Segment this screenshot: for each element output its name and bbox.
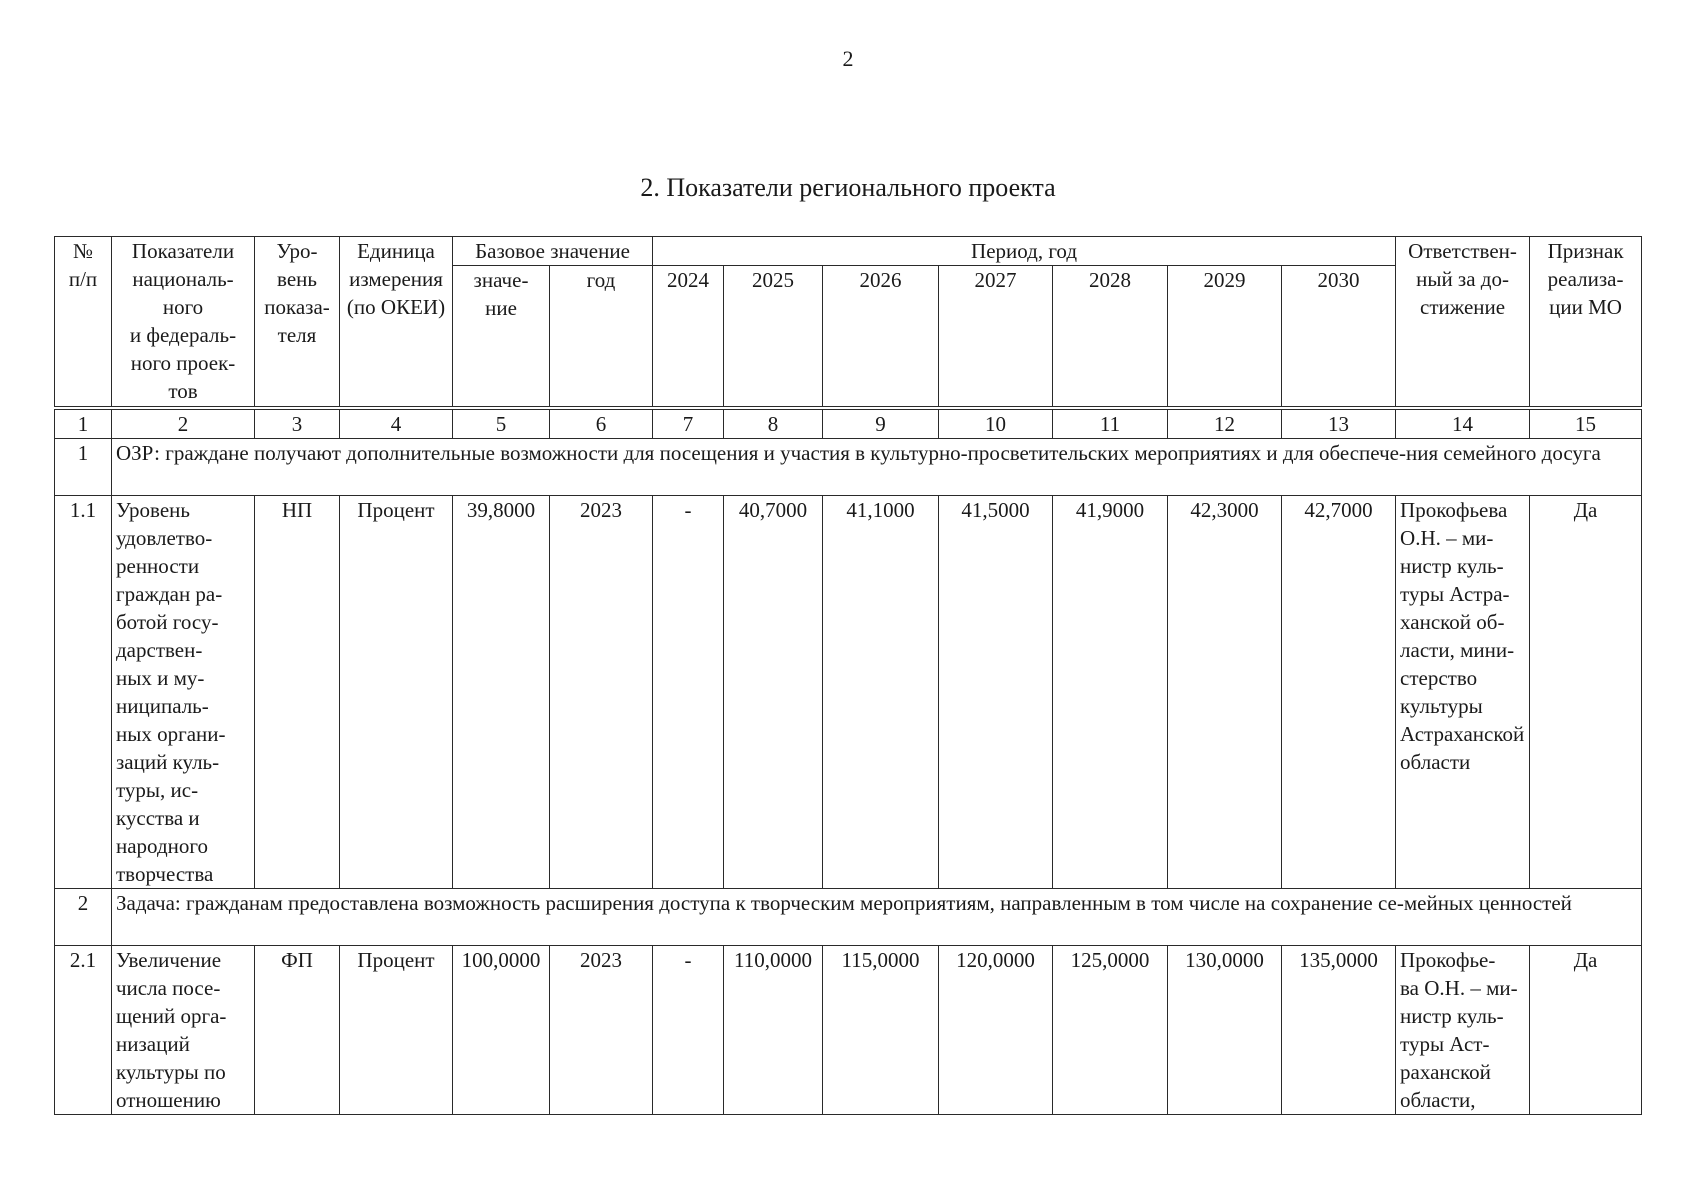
column-number: 3: [255, 408, 340, 439]
column-number: 11: [1053, 408, 1168, 439]
period-value: 110,0000: [724, 946, 823, 1115]
responsible-person: Прокофье- ва О.Н. – ми- нистр куль- туры Аст- раханской области,: [1396, 946, 1530, 1115]
responsible-person: Прокофьева О.Н. – ми- нистр куль- туры Астра- ханской об- ласти, мини- стерство культуры Астраханской области: [1396, 496, 1530, 889]
column-number: 5: [453, 408, 550, 439]
period-value: 120,0000: [939, 946, 1053, 1115]
period-value: 42,7000: [1282, 496, 1396, 889]
indicator-unit: Процент: [340, 946, 453, 1115]
base-value: 39,8000: [453, 496, 550, 889]
header-mo-sign: Признак реализа- ции МО: [1530, 237, 1642, 409]
column-number: 13: [1282, 408, 1396, 439]
column-number: 8: [724, 408, 823, 439]
period-value: 41,5000: [939, 496, 1053, 889]
period-value: 135,0000: [1282, 946, 1396, 1115]
column-number: 14: [1396, 408, 1530, 439]
table-header-row: [55, 237, 1642, 266]
mo-sign-value: Да: [1530, 946, 1642, 1115]
column-number: 2: [112, 408, 255, 439]
column-number: 4: [340, 408, 453, 439]
column-number: 12: [1168, 408, 1282, 439]
period-value: -: [653, 946, 724, 1115]
section-row: [55, 889, 1642, 946]
base-year: 2023: [550, 496, 653, 889]
column-number: 10: [939, 408, 1053, 439]
column-number: 1: [55, 408, 112, 439]
header-year: 2024: [653, 266, 724, 409]
period-value: 41,1000: [823, 496, 939, 889]
header-unit: Единица измерения (по ОКЕИ): [340, 237, 453, 409]
period-value: 42,3000: [1168, 496, 1282, 889]
indicator-level: ФП: [255, 946, 340, 1115]
header-level: Уро- вень показа- теля: [255, 237, 340, 409]
period-value: -: [653, 496, 724, 889]
section-text: Задача: гражданам предоставлена возможность расширения доступа к творческим мероприятиям, направленным в том числе на сохранение се-мейных ценностей: [112, 889, 1642, 946]
period-value: 130,0000: [1168, 946, 1282, 1115]
section-row: [55, 439, 1642, 496]
header-responsible: Ответствен- ный за до- стижение: [1396, 237, 1530, 409]
header-year: 2029: [1168, 266, 1282, 409]
column-number: 6: [550, 408, 653, 439]
indicator-name: Увеличение числа посе- щений орга- низаций культуры по отношению: [112, 946, 255, 1115]
header-indicators: Показатели националь- ного и федераль- ного проек- тов: [112, 237, 255, 409]
table-row: [55, 496, 1642, 889]
base-value: 100,0000: [453, 946, 550, 1115]
page-number: 2: [842, 46, 854, 71]
row-number: 1.1: [55, 496, 112, 889]
period-value: 125,0000: [1053, 946, 1168, 1115]
period-value: 115,0000: [823, 946, 939, 1115]
header-year: 2026: [823, 266, 939, 409]
indicator-name: Уровень удовлетво- ренности граждан ра- ботой госу- дарствен- ных и му- ниципаль- ных органи- заций куль- туры, ис- кусства и народного творчества: [112, 496, 255, 889]
indicators-table: [54, 236, 1642, 1115]
header-base-sub-value: значе- ние: [453, 266, 550, 409]
header-period: Период, год: [653, 237, 1396, 266]
mo-sign-value: Да: [1530, 496, 1642, 889]
section-text: ОЗР: граждане получают дополнительные возможности для посещения и участия в культурно-просветительских мероприятиях и для обеспече-ния семейного досуга: [112, 439, 1642, 496]
header-base-sub-year: год: [550, 266, 653, 409]
section-number: 2: [55, 889, 112, 946]
header-year: 2030: [1282, 266, 1396, 409]
indicator-level: НП: [255, 496, 340, 889]
period-value: 40,7000: [724, 496, 823, 889]
column-number: 15: [1530, 408, 1642, 439]
column-number: 7: [653, 408, 724, 439]
header-base-value: Базовое значение: [453, 237, 653, 266]
page-title: 2. Показатели регионального проекта: [640, 173, 1056, 202]
column-number-row: [55, 408, 1642, 439]
header-year: 2028: [1053, 266, 1168, 409]
column-number: 9: [823, 408, 939, 439]
indicator-unit: Процент: [340, 496, 453, 889]
row-number: 2.1: [55, 946, 112, 1115]
header-year: 2027: [939, 266, 1053, 409]
period-value: 41,9000: [1053, 496, 1168, 889]
section-number: 1: [55, 439, 112, 496]
base-year: 2023: [550, 946, 653, 1115]
table-row: [55, 946, 1642, 1115]
header-num: № п/п: [55, 237, 112, 409]
header-year: 2025: [724, 266, 823, 409]
